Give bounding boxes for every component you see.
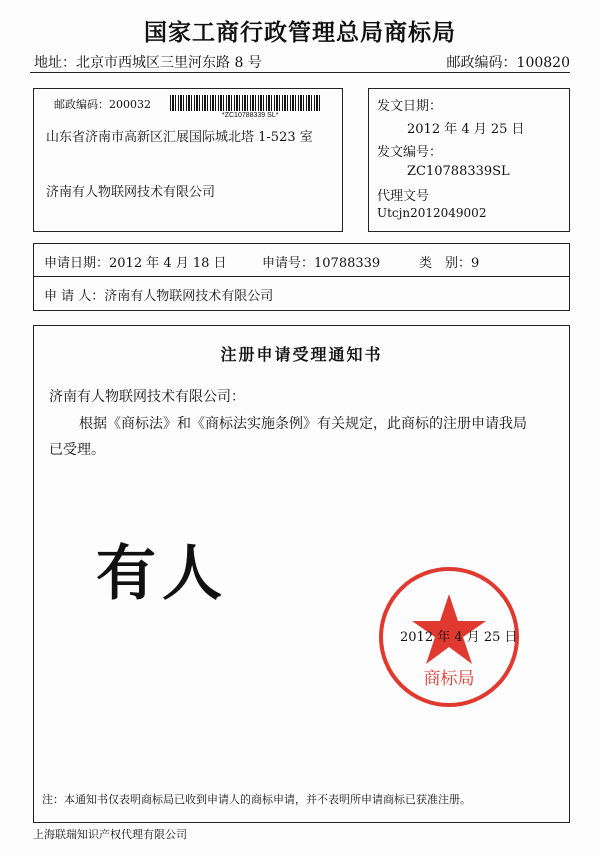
- barcode-text: *ZC10788339 SL*: [222, 112, 279, 119]
- recipient-company: 济南有人物联网技术有限公司: [46, 185, 216, 200]
- notice-addressee: 济南有人物联网技术有限公司：: [49, 389, 245, 405]
- issuer-title: 国家工商行政管理总局商标局: [144, 19, 456, 46]
- notice-footnote: 注：本通知书仅表明商标局已收到申请人的商标申请，并不表明所申请商标已获准注册。: [42, 793, 471, 806]
- agent-number: Utcjn2012049002: [377, 206, 487, 220]
- issue-info-box: [368, 88, 570, 232]
- application-date: 申请日期：2012 年 4 月 18 日: [44, 256, 227, 271]
- agent-name: 上海联瑞知识产权代理有限公司: [33, 828, 187, 841]
- barcode: [170, 95, 320, 111]
- issuer-address: 地址：北京市西城区三里河东路 8 号: [34, 55, 262, 71]
- recipient-address: 山东省济南市高新区汇展国际城北塔 1-523 室: [46, 130, 313, 145]
- notice-body-cont: 已受理。: [49, 442, 105, 458]
- issue-number-label: 发文编号：: [377, 145, 443, 160]
- issue-number: ZC10788339SL: [407, 164, 510, 179]
- application-number: 申请号：10788339: [262, 256, 381, 271]
- header-divider: [30, 72, 570, 73]
- agent-number-label: 代理文号: [377, 189, 430, 204]
- notice-body: 根据《商标法》和《商标法实施条例》有关规定，此商标的注册申请我局: [79, 416, 527, 432]
- issue-date: 2012 年 4 月 25 日: [407, 122, 525, 137]
- row-divider: [34, 276, 569, 277]
- seal-date: 2012 年 4 月 25 日: [400, 630, 518, 645]
- notice-box: [33, 325, 570, 823]
- recipient-postcode: 邮政编码：200032: [54, 98, 151, 111]
- trademark-image: 有人: [96, 539, 228, 609]
- applicant: 申 请 人：济南有人物联网技术有限公司: [44, 289, 274, 304]
- issue-date-label: 发文日期：: [377, 99, 443, 114]
- svg-text:商标局: 商标局: [423, 669, 475, 689]
- recipient-box: [33, 88, 343, 232]
- issuer-postcode: 邮政编码：100820: [446, 55, 570, 71]
- notice-title: 注册申请受理通知书: [220, 345, 383, 364]
- application-box: [33, 243, 570, 311]
- application-class: 类 别：9: [419, 256, 480, 271]
